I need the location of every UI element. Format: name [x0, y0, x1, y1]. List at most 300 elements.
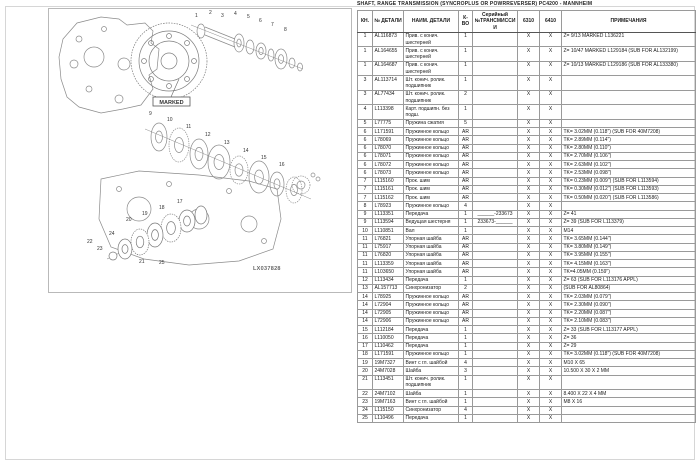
cell-part-number: L113351: [373, 210, 404, 218]
cell-part-number: L115160: [373, 177, 404, 185]
cell-model-6310: X: [518, 235, 540, 243]
callout-number: 19: [142, 211, 148, 217]
cell-model-6410: X: [540, 284, 562, 292]
cell-part-name: Пружинное кольцо: [404, 152, 459, 160]
cell-quantity: 1: [459, 210, 473, 218]
callout-number: 6: [259, 18, 262, 24]
table-row: [358, 390, 696, 398]
cell-model-6310: X: [518, 326, 540, 334]
cell-model-6410: X: [540, 218, 562, 226]
cell-quantity: 1: [459, 414, 473, 422]
cell-model-6410: X: [540, 342, 562, 350]
cell-model-6310: X: [518, 210, 540, 218]
cell-quantity: AR: [459, 144, 473, 152]
cell-remarks: [562, 76, 696, 91]
cell-quantity: AR: [459, 317, 473, 325]
callout-number: 25: [159, 260, 165, 266]
cell-model-6310: X: [518, 317, 540, 325]
cell-item-key: 19: [358, 359, 373, 367]
cell-part-name: Карт. подшипн. без подш.: [404, 105, 459, 120]
callout-number: 20: [126, 217, 132, 223]
table-row: [358, 350, 696, 358]
table-row: [358, 76, 696, 91]
table-row: [358, 398, 696, 406]
cell-remarks: (SUB FOR AL80864): [562, 284, 696, 292]
cell-remarks: Z= 36: [562, 334, 696, 342]
cell-serial-number: [473, 177, 518, 185]
cell-quantity: 1: [459, 32, 473, 47]
cell-model-6410: X: [540, 359, 562, 367]
cell-model-6410: X: [540, 390, 562, 398]
cell-remarks: [562, 90, 696, 105]
cell-part-number: L110462: [373, 342, 404, 350]
table-row: [358, 177, 696, 185]
ring-gear: [131, 23, 207, 99]
cell-model-6310: X: [518, 32, 540, 47]
cell-serial-number: [473, 185, 518, 193]
cell-serial-number: [473, 342, 518, 350]
cell-serial-number: [473, 136, 518, 144]
cell-model-6410: X: [540, 210, 562, 218]
cell-model-6310: X: [518, 61, 540, 76]
callout-number: 22: [87, 239, 93, 245]
cell-part-name: Передача: [404, 334, 459, 342]
cell-quantity: AR: [459, 177, 473, 185]
table-row: [358, 128, 696, 136]
cell-remarks: TK= 3.95MM (0.155"): [562, 251, 696, 259]
cell-part-name: Пружинное кольцо: [404, 169, 459, 177]
cell-model-6410: X: [540, 227, 562, 235]
cell-part-name: Ведущая шестерня: [404, 218, 459, 226]
cell-quantity: AR: [459, 169, 473, 177]
cell-item-key: 16: [358, 334, 373, 342]
cell-model-6410: X: [540, 406, 562, 414]
cell-quantity: AR: [459, 152, 473, 160]
cell-model-6310: X: [518, 251, 540, 259]
cell-part-number: L78070: [373, 144, 404, 152]
cell-item-key: 3: [358, 76, 373, 91]
cell-item-key: 6: [358, 128, 373, 136]
cell-model-6310: X: [518, 390, 540, 398]
marked-label-text: MARKED: [159, 100, 184, 106]
table-row: [358, 218, 696, 226]
cell-serial-number: [473, 119, 518, 127]
cell-model-6310: X: [518, 342, 540, 350]
cell-model-6410: X: [540, 169, 562, 177]
cell-remarks: 10.500 X 30 X 2 MM: [562, 367, 696, 375]
cell-item-key: 11: [358, 260, 373, 268]
cell-part-number: L103650: [373, 268, 404, 276]
cell-item-key: 24: [358, 406, 373, 414]
column-header-part-number: № ДЕТАЛИ: [373, 11, 404, 33]
cell-remarks: TK= 0.50MM (0.020") (SUB FOR L113586): [562, 194, 696, 202]
table-row: [358, 161, 696, 169]
cell-remarks: TK= 2.20MM (0.087"): [562, 309, 696, 317]
cell-part-number: 24M7102: [373, 390, 404, 398]
cell-part-number: 24M7028: [373, 367, 404, 375]
cell-serial-number: [473, 202, 518, 210]
cell-serial-number: [473, 105, 518, 120]
cell-remarks: [562, 202, 696, 210]
callout-number: 21: [139, 259, 145, 265]
cell-model-6310: X: [518, 177, 540, 185]
cell-model-6310: X: [518, 185, 540, 193]
cell-remarks: TK= 2.80MM (0.110"): [562, 144, 696, 152]
cell-part-name: Пружинное кольцо: [404, 144, 459, 152]
cell-part-number: L113434: [373, 276, 404, 284]
cell-remarks: TK= 3.80MM (0.149"): [562, 243, 696, 251]
cell-model-6310: X: [518, 144, 540, 152]
cell-quantity: AR: [459, 235, 473, 243]
diagram-canvas: [49, 9, 351, 292]
cell-part-number: L76820: [373, 251, 404, 259]
cell-part-number: AL77434: [373, 90, 404, 105]
callout-number: 10: [167, 117, 173, 123]
cell-item-key: 9: [358, 210, 373, 218]
cell-model-6310: X: [518, 284, 540, 292]
cell-quantity: 1: [459, 342, 473, 350]
cell-quantity: AR: [459, 243, 473, 251]
cell-serial-number: [473, 161, 518, 169]
cell-model-6410: X: [540, 194, 562, 202]
cell-part-number: L171591: [373, 128, 404, 136]
cell-model-6410: X: [540, 90, 562, 105]
table-row: [358, 251, 696, 259]
cell-model-6310: X: [518, 105, 540, 120]
cell-model-6310: X: [518, 169, 540, 177]
table-row: [358, 326, 696, 334]
table-row: [358, 284, 696, 292]
cell-item-key: 6: [358, 169, 373, 177]
cell-item-key: 18: [358, 350, 373, 358]
callout-number: 9: [149, 111, 152, 117]
cell-item-key: 11: [358, 251, 373, 259]
table-row: [358, 268, 696, 276]
cell-model-6410: X: [540, 398, 562, 406]
callout-number: 11: [186, 124, 192, 130]
table-row: [358, 105, 696, 120]
middle-shaft-assembly: [145, 123, 311, 203]
callout-number: 1: [195, 13, 198, 19]
cell-item-key: 13: [358, 284, 373, 292]
cell-remarks: Z= 39 (SUB FOR L113379): [562, 218, 696, 226]
lower-shaft-assembly: [107, 206, 207, 260]
cell-serial-number: [473, 235, 518, 243]
cell-part-number: L78925: [373, 293, 404, 301]
cell-part-number: L76821: [373, 235, 404, 243]
callout-number: 18: [159, 205, 165, 211]
cell-quantity: 5: [459, 119, 473, 127]
cell-part-number: L78071: [373, 152, 404, 160]
table-row: [358, 169, 696, 177]
cell-model-6410: X: [540, 119, 562, 127]
cell-quantity: 1: [459, 390, 473, 398]
cell-serial-number: [473, 284, 518, 292]
cell-part-number: L113451: [373, 375, 404, 390]
cell-remarks: Z= 9/13 MARKED L136221: [562, 32, 696, 47]
cell-part-number: L110851: [373, 227, 404, 235]
cell-item-key: 11: [358, 268, 373, 276]
cell-part-number: L115150: [373, 406, 404, 414]
cell-part-number: L78073: [373, 169, 404, 177]
cell-quantity: 1: [459, 76, 473, 91]
cell-part-name: Пружинное кольцо: [404, 317, 459, 325]
cell-item-key: 11: [358, 243, 373, 251]
callout-number: 24: [109, 231, 115, 237]
cell-item-key: 14: [358, 317, 373, 325]
table-row: [358, 32, 696, 47]
cell-quantity: AR: [459, 161, 473, 169]
callout-number: 14: [243, 148, 249, 154]
cell-item-key: 9: [358, 218, 373, 226]
cell-part-name: Прок. шим: [404, 194, 459, 202]
cell-remarks: Z= 33 (SUB FOR L113177 APPL): [562, 326, 696, 334]
column-header-item-key: КН.: [358, 11, 373, 33]
cell-model-6410: X: [540, 185, 562, 193]
cell-part-name: Передача: [404, 414, 459, 422]
cell-part-name: Шт. конич. ролик. подшипник: [404, 76, 459, 91]
cell-serial-number: [473, 61, 518, 76]
cell-part-name: Пружина сжатия: [404, 119, 459, 127]
table-row: [358, 61, 696, 76]
cell-item-key: 4: [358, 105, 373, 120]
cell-model-6410: X: [540, 76, 562, 91]
cell-remarks: [562, 119, 696, 127]
cell-model-6410: X: [540, 375, 562, 390]
cell-quantity: AR: [459, 251, 473, 259]
cell-part-name: Упорная шайба: [404, 251, 459, 259]
cell-part-number: L77775: [373, 119, 404, 127]
cell-quantity: 1: [459, 218, 473, 226]
cell-serial-number: [473, 375, 518, 390]
page-title: SHAFT, RANGE TRANSMISSION (SYNCROPLUS OR POWRREVERSER) PC4200 - MANNHEIM: [357, 1, 593, 7]
cell-quantity: AR: [459, 194, 473, 202]
cell-part-name: Пружинное кольцо: [404, 350, 459, 358]
cell-item-key: 6: [358, 152, 373, 160]
parts-diagram: [48, 8, 352, 293]
cell-model-6310: X: [518, 350, 540, 358]
table-row: [358, 210, 696, 218]
cell-part-name: Пружинное кольцо: [404, 136, 459, 144]
parts-table-body: [358, 32, 696, 422]
table-row: [358, 375, 696, 390]
cell-remarks: TK= 2.30MM (0.090"): [562, 301, 696, 309]
cell-remarks: M8 X 16: [562, 398, 696, 406]
cell-part-name: Пружинное кольцо: [404, 202, 459, 210]
cell-item-key: 7: [358, 185, 373, 193]
cell-item-key: 23: [358, 398, 373, 406]
cell-serial-number: [473, 301, 518, 309]
cell-item-key: 21: [358, 375, 373, 390]
cell-model-6310: X: [518, 152, 540, 160]
cell-remarks: TK= 3.02MM (0.118") (SUB FOR 40M7208): [562, 128, 696, 136]
cell-remarks: Z= 10/13 MARKED L129186 (SUB FOR AL133380): [562, 61, 696, 76]
cell-model-6310: X: [518, 136, 540, 144]
cell-part-name: Вал: [404, 227, 459, 235]
cell-quantity: AR: [459, 309, 473, 317]
cell-item-key: 5: [358, 119, 373, 127]
cell-item-key: 6: [358, 144, 373, 152]
cell-model-6310: X: [518, 375, 540, 390]
cell-serial-number: [473, 414, 518, 422]
cell-serial-number: [473, 128, 518, 136]
cell-item-key: 6: [358, 136, 373, 144]
cell-serial-number: [473, 390, 518, 398]
table-row: [358, 334, 696, 342]
cell-model-6310: X: [518, 227, 540, 235]
cell-serial-number: [473, 152, 518, 160]
cell-model-6410: X: [540, 260, 562, 268]
cell-model-6310: X: [518, 243, 540, 251]
cell-model-6410: X: [540, 350, 562, 358]
cell-quantity: 4: [459, 359, 473, 367]
cell-remarks: TK=4.05MM (0.159"): [562, 268, 696, 276]
table-row: [358, 136, 696, 144]
cell-serial-number: [473, 227, 518, 235]
cell-model-6410: X: [540, 105, 562, 120]
cell-part-name: Упорная шайба: [404, 268, 459, 276]
cell-remarks: 8.400 X 22 X 4 MM: [562, 390, 696, 398]
cell-part-number: L78072: [373, 161, 404, 169]
cell-part-number: AL164687: [373, 61, 404, 76]
cell-part-name: Шайба: [404, 390, 459, 398]
cell-model-6410: X: [540, 32, 562, 47]
cell-remarks: TK= 2.53MM (0.098"): [562, 169, 696, 177]
cell-model-6410: X: [540, 243, 562, 251]
cell-model-6410: X: [540, 276, 562, 284]
table-row: [358, 235, 696, 243]
cell-part-name: Винт с гл. шайбой: [404, 398, 459, 406]
cell-remarks: TK= 3.02MM (0.118") (SUB FOR 40M7208): [562, 350, 696, 358]
cell-item-key: 10: [358, 227, 373, 235]
cell-item-key: 15: [358, 326, 373, 334]
cell-model-6410: X: [540, 47, 562, 62]
cell-remarks: TK= 4.15MM (0.163"): [562, 260, 696, 268]
cell-model-6410: X: [540, 202, 562, 210]
cell-item-key: 20: [358, 367, 373, 375]
cell-part-number: L72905: [373, 309, 404, 317]
cell-part-name: Винт с гл. шайбой: [404, 359, 459, 367]
cell-quantity: 3: [459, 367, 473, 375]
cell-model-6310: X: [518, 276, 540, 284]
cell-part-name: Прив. с конич. шестерней: [404, 61, 459, 76]
cell-model-6310: X: [518, 218, 540, 226]
cell-serial-number: [473, 276, 518, 284]
cell-part-number: L113594: [373, 218, 404, 226]
callout-number: 5: [247, 14, 250, 20]
cell-model-6410: X: [540, 251, 562, 259]
cell-part-number: L112184: [373, 326, 404, 334]
cell-remarks: Z= 29: [562, 342, 696, 350]
cell-part-name: Синхронизатор: [404, 406, 459, 414]
cell-part-name: Пружинное кольцо: [404, 301, 459, 309]
table-row: [358, 406, 696, 414]
cell-model-6310: X: [518, 301, 540, 309]
cell-model-6410: X: [540, 301, 562, 309]
cell-model-6310: X: [518, 47, 540, 62]
cell-item-key: 3: [358, 90, 373, 105]
cell-part-number: 19M7163: [373, 398, 404, 406]
cell-part-name: Синхронизатор: [404, 284, 459, 292]
cell-part-number: L115162: [373, 194, 404, 202]
cell-serial-number: [473, 260, 518, 268]
cell-quantity: AR: [459, 268, 473, 276]
table-row: [358, 367, 696, 375]
cell-item-key: 22: [358, 390, 373, 398]
cell-serial-number: [473, 194, 518, 202]
cell-quantity: 1: [459, 350, 473, 358]
cell-part-name: Пружинное кольцо: [404, 293, 459, 301]
cell-part-number: L110050: [373, 334, 404, 342]
parts-table-panel: [357, 10, 695, 423]
callout-number: 4: [234, 11, 237, 17]
table-row: [358, 185, 696, 193]
table-row: [358, 194, 696, 202]
cell-model-6410: X: [540, 293, 562, 301]
cell-part-name: Прив. с конич. шестерней: [404, 47, 459, 62]
cell-serial-number: [473, 367, 518, 375]
cell-remarks: M10 X 65: [562, 359, 696, 367]
cell-serial-number: [473, 32, 518, 47]
cell-item-key: 25: [358, 414, 373, 422]
cell-model-6310: X: [518, 194, 540, 202]
cell-quantity: AR: [459, 293, 473, 301]
cell-serial-number: [473, 350, 518, 358]
table-row: [358, 317, 696, 325]
callout-number: 3: [221, 13, 224, 19]
cell-quantity: 1: [459, 61, 473, 76]
cell-quantity: 1: [459, 105, 473, 120]
cell-model-6410: X: [540, 152, 562, 160]
cell-model-6310: X: [518, 76, 540, 91]
table-row: [358, 293, 696, 301]
cell-item-key: 14: [358, 309, 373, 317]
cell-model-6410: X: [540, 128, 562, 136]
cell-remarks: Z= 10/47 MARKED L129184 (SUB FOR AL132199): [562, 47, 696, 62]
table-row: [358, 144, 696, 152]
cell-model-6410: X: [540, 144, 562, 152]
cell-part-number: AL164655: [373, 47, 404, 62]
cell-quantity: 1: [459, 398, 473, 406]
cell-item-key: 1: [358, 61, 373, 76]
cell-remarks: TK= 2.70MM (0.106"): [562, 152, 696, 160]
upper-housing-outline: [59, 17, 159, 113]
cell-part-name: Пружинное кольцо: [404, 161, 459, 169]
cell-model-6410: X: [540, 309, 562, 317]
cell-model-6410: X: [540, 161, 562, 169]
cell-part-name: Шайба: [404, 367, 459, 375]
cell-part-name: Упорная шайба: [404, 243, 459, 251]
cell-quantity: 1: [459, 326, 473, 334]
table-row: [358, 243, 696, 251]
cell-model-6310: X: [518, 414, 540, 422]
cell-quantity: 1: [459, 276, 473, 284]
table-row: [358, 90, 696, 105]
cell-model-6310: X: [518, 260, 540, 268]
cell-remarks: [562, 414, 696, 422]
cell-model-6410: X: [540, 326, 562, 334]
cell-model-6410: X: [540, 235, 562, 243]
cell-part-name: Пружинное кольцо: [404, 128, 459, 136]
cell-part-number: L113398: [373, 105, 404, 120]
cell-quantity: 1: [459, 47, 473, 62]
cell-part-number: L72904: [373, 301, 404, 309]
cell-item-key: 1: [358, 47, 373, 62]
cell-model-6410: X: [540, 367, 562, 375]
column-header-model-6410: 6410: [540, 11, 562, 33]
table-row: [358, 119, 696, 127]
cell-remarks: TK= 2.89MM (0.114"): [562, 136, 696, 144]
